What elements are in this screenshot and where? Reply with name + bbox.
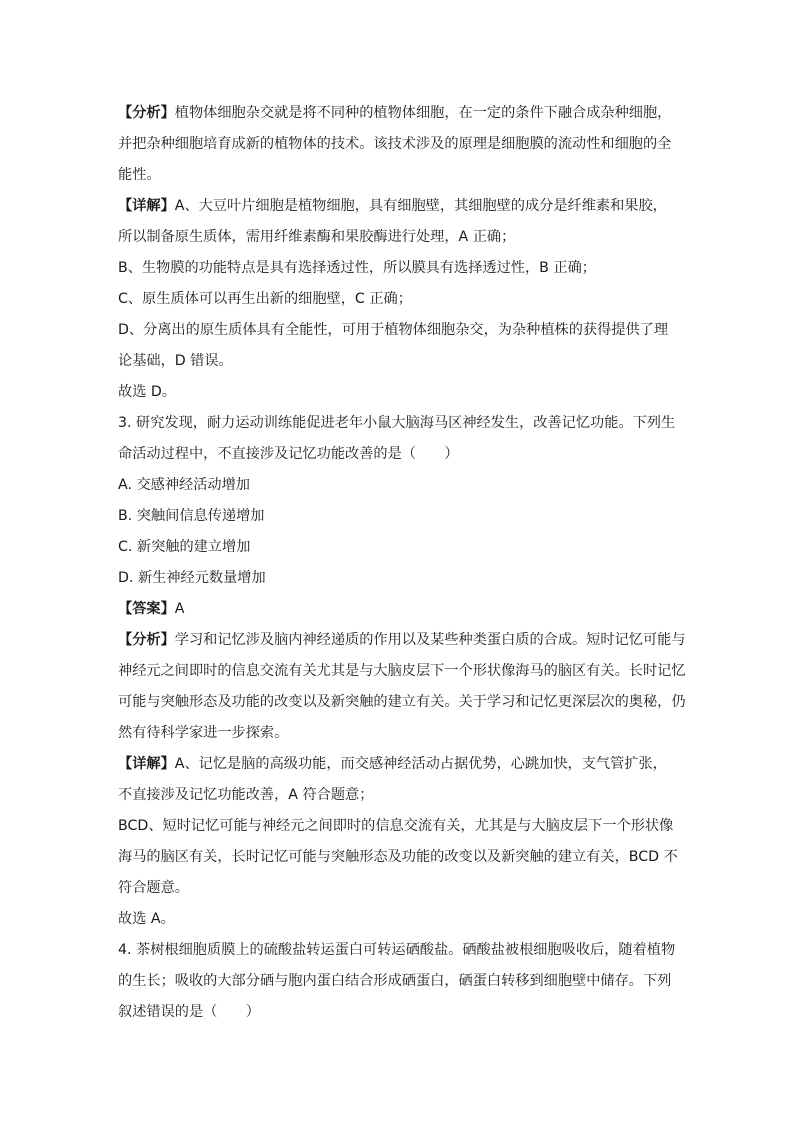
text-line xyxy=(118,997,678,1028)
line-text: C. 新突触的建立增加 xyxy=(118,539,251,555)
text-line xyxy=(118,625,686,656)
line-text: 4. 茶树根细胞质膜上的硫酸盐转运蛋白可转运硒酸盐。硒酸盐被根细胞吸收后，随着植物 xyxy=(118,942,676,958)
line-text: 不直接涉及记忆功能改善，A 符合题意； xyxy=(118,787,374,803)
text-line xyxy=(118,718,678,749)
text-line xyxy=(118,284,678,315)
line-text: D. 新生神经元数量增加 xyxy=(118,570,266,586)
text-line xyxy=(118,129,678,160)
section-label: 【分析】 xyxy=(118,632,175,648)
text-line xyxy=(118,408,678,439)
text-line xyxy=(118,873,678,904)
line-text: 故选 D。 xyxy=(118,384,176,400)
text-line xyxy=(118,470,678,501)
line-text: 符合题意。 xyxy=(118,880,189,896)
line-text: 植物体细胞杂交就是将不同种的植物体细胞，在一定的条件下融合成杂种细胞， xyxy=(174,105,672,121)
text-line xyxy=(118,253,678,284)
line-text: 能性。 xyxy=(118,167,161,183)
text-line xyxy=(118,780,678,811)
text-line xyxy=(118,98,678,129)
line-text: 可能与突触形态及功能的改变以及新突触的建立有关。关于学习和记忆更深层次的奥秘，仍 xyxy=(118,694,686,710)
text-line xyxy=(118,904,678,935)
line-text: 叙述错误的是（ ） xyxy=(118,1004,260,1020)
line-text: B、生物膜的功能特点是具有选择透过性，所以膜具有选择透过性，B 正确； xyxy=(118,260,596,276)
line-text: 学习和记忆涉及脑内神经递质的作用以及某些种类蛋白质的合成。短时记忆可能与 xyxy=(174,632,686,648)
text-line xyxy=(118,935,678,966)
line-text: A、大豆叶片细胞是植物细胞，具有细胞壁，其细胞壁的成分是纤维素和果胶， xyxy=(174,198,667,214)
text-line xyxy=(118,532,678,563)
line-text: 所以制备原生质体，需用纤维素酶和果胶酶进行处理，A 正确； xyxy=(118,229,516,245)
text-line xyxy=(118,656,686,687)
line-text: 海马的脑区有关，长时记忆可能与突触形态及功能的改变以及新突触的建立有关，BCD 不 xyxy=(118,849,678,865)
text-line xyxy=(118,501,678,532)
section-label: 【答案】 xyxy=(118,601,175,617)
text-line xyxy=(118,811,678,842)
section-label: 【详解】 xyxy=(118,756,175,772)
text-line xyxy=(118,749,678,780)
line-text: 的生长；吸收的大部分硒与胞内蛋白结合形成硒蛋白，硒蛋白转移到细胞壁中储存。下列 xyxy=(118,973,672,989)
text-line xyxy=(118,191,678,222)
line-text: 论基础，D 错误。 xyxy=(118,353,233,369)
text-line xyxy=(118,966,678,997)
text-line xyxy=(118,222,678,253)
line-text: 然有待科学家进一步探索。 xyxy=(118,725,289,741)
text-line xyxy=(118,346,678,377)
line-text: A xyxy=(174,601,185,617)
text-line xyxy=(118,160,678,191)
line-text: BCD、短时记忆可能与神经元之间即时的信息交流有关，尤其是与大脑皮层下一个形状像 xyxy=(118,818,674,834)
text-line xyxy=(118,842,678,873)
line-text: C、原生质体可以再生出新的细胞壁，C 正确； xyxy=(118,291,412,307)
line-text: B. 突触间信息传递增加 xyxy=(118,508,265,524)
line-text: 3. 研究发现，耐力运动训练能促进老年小鼠大脑海马区神经发生，改善记忆功能。下列生 xyxy=(118,415,676,431)
section-label: 【详解】 xyxy=(118,198,175,214)
text-line xyxy=(118,687,686,718)
text-line xyxy=(118,563,678,594)
line-text: A、记忆是脑的高级功能，而交感神经活动占据优势，心跳加快，支气管扩张， xyxy=(174,756,667,772)
text-line xyxy=(118,594,678,625)
line-text: D、分离出的原生质体具有全能性，可用于植物体细胞杂交，为杂种植株的获得提供了理 xyxy=(118,322,669,338)
text-line xyxy=(118,377,678,408)
section-label: 【分析】 xyxy=(118,105,175,121)
document-page xyxy=(118,98,686,1028)
text-line xyxy=(118,439,678,470)
line-text: 并把杂种细胞培育成新的植物体的技术。该技术涉及的原理是细胞膜的流动性和细胞的全 xyxy=(118,136,672,152)
line-text: 命活动过程中，不直接涉及记忆功能改善的是（ ） xyxy=(118,446,459,462)
text-line xyxy=(118,315,678,346)
line-text: 神经元之间即时的信息交流有关尤其是与大脑皮层下一个形状像海马的脑区有关。长时记忆 xyxy=(118,663,686,679)
line-text: 故选 A。 xyxy=(118,911,175,927)
line-text: A. 交感神经活动增加 xyxy=(118,477,250,493)
